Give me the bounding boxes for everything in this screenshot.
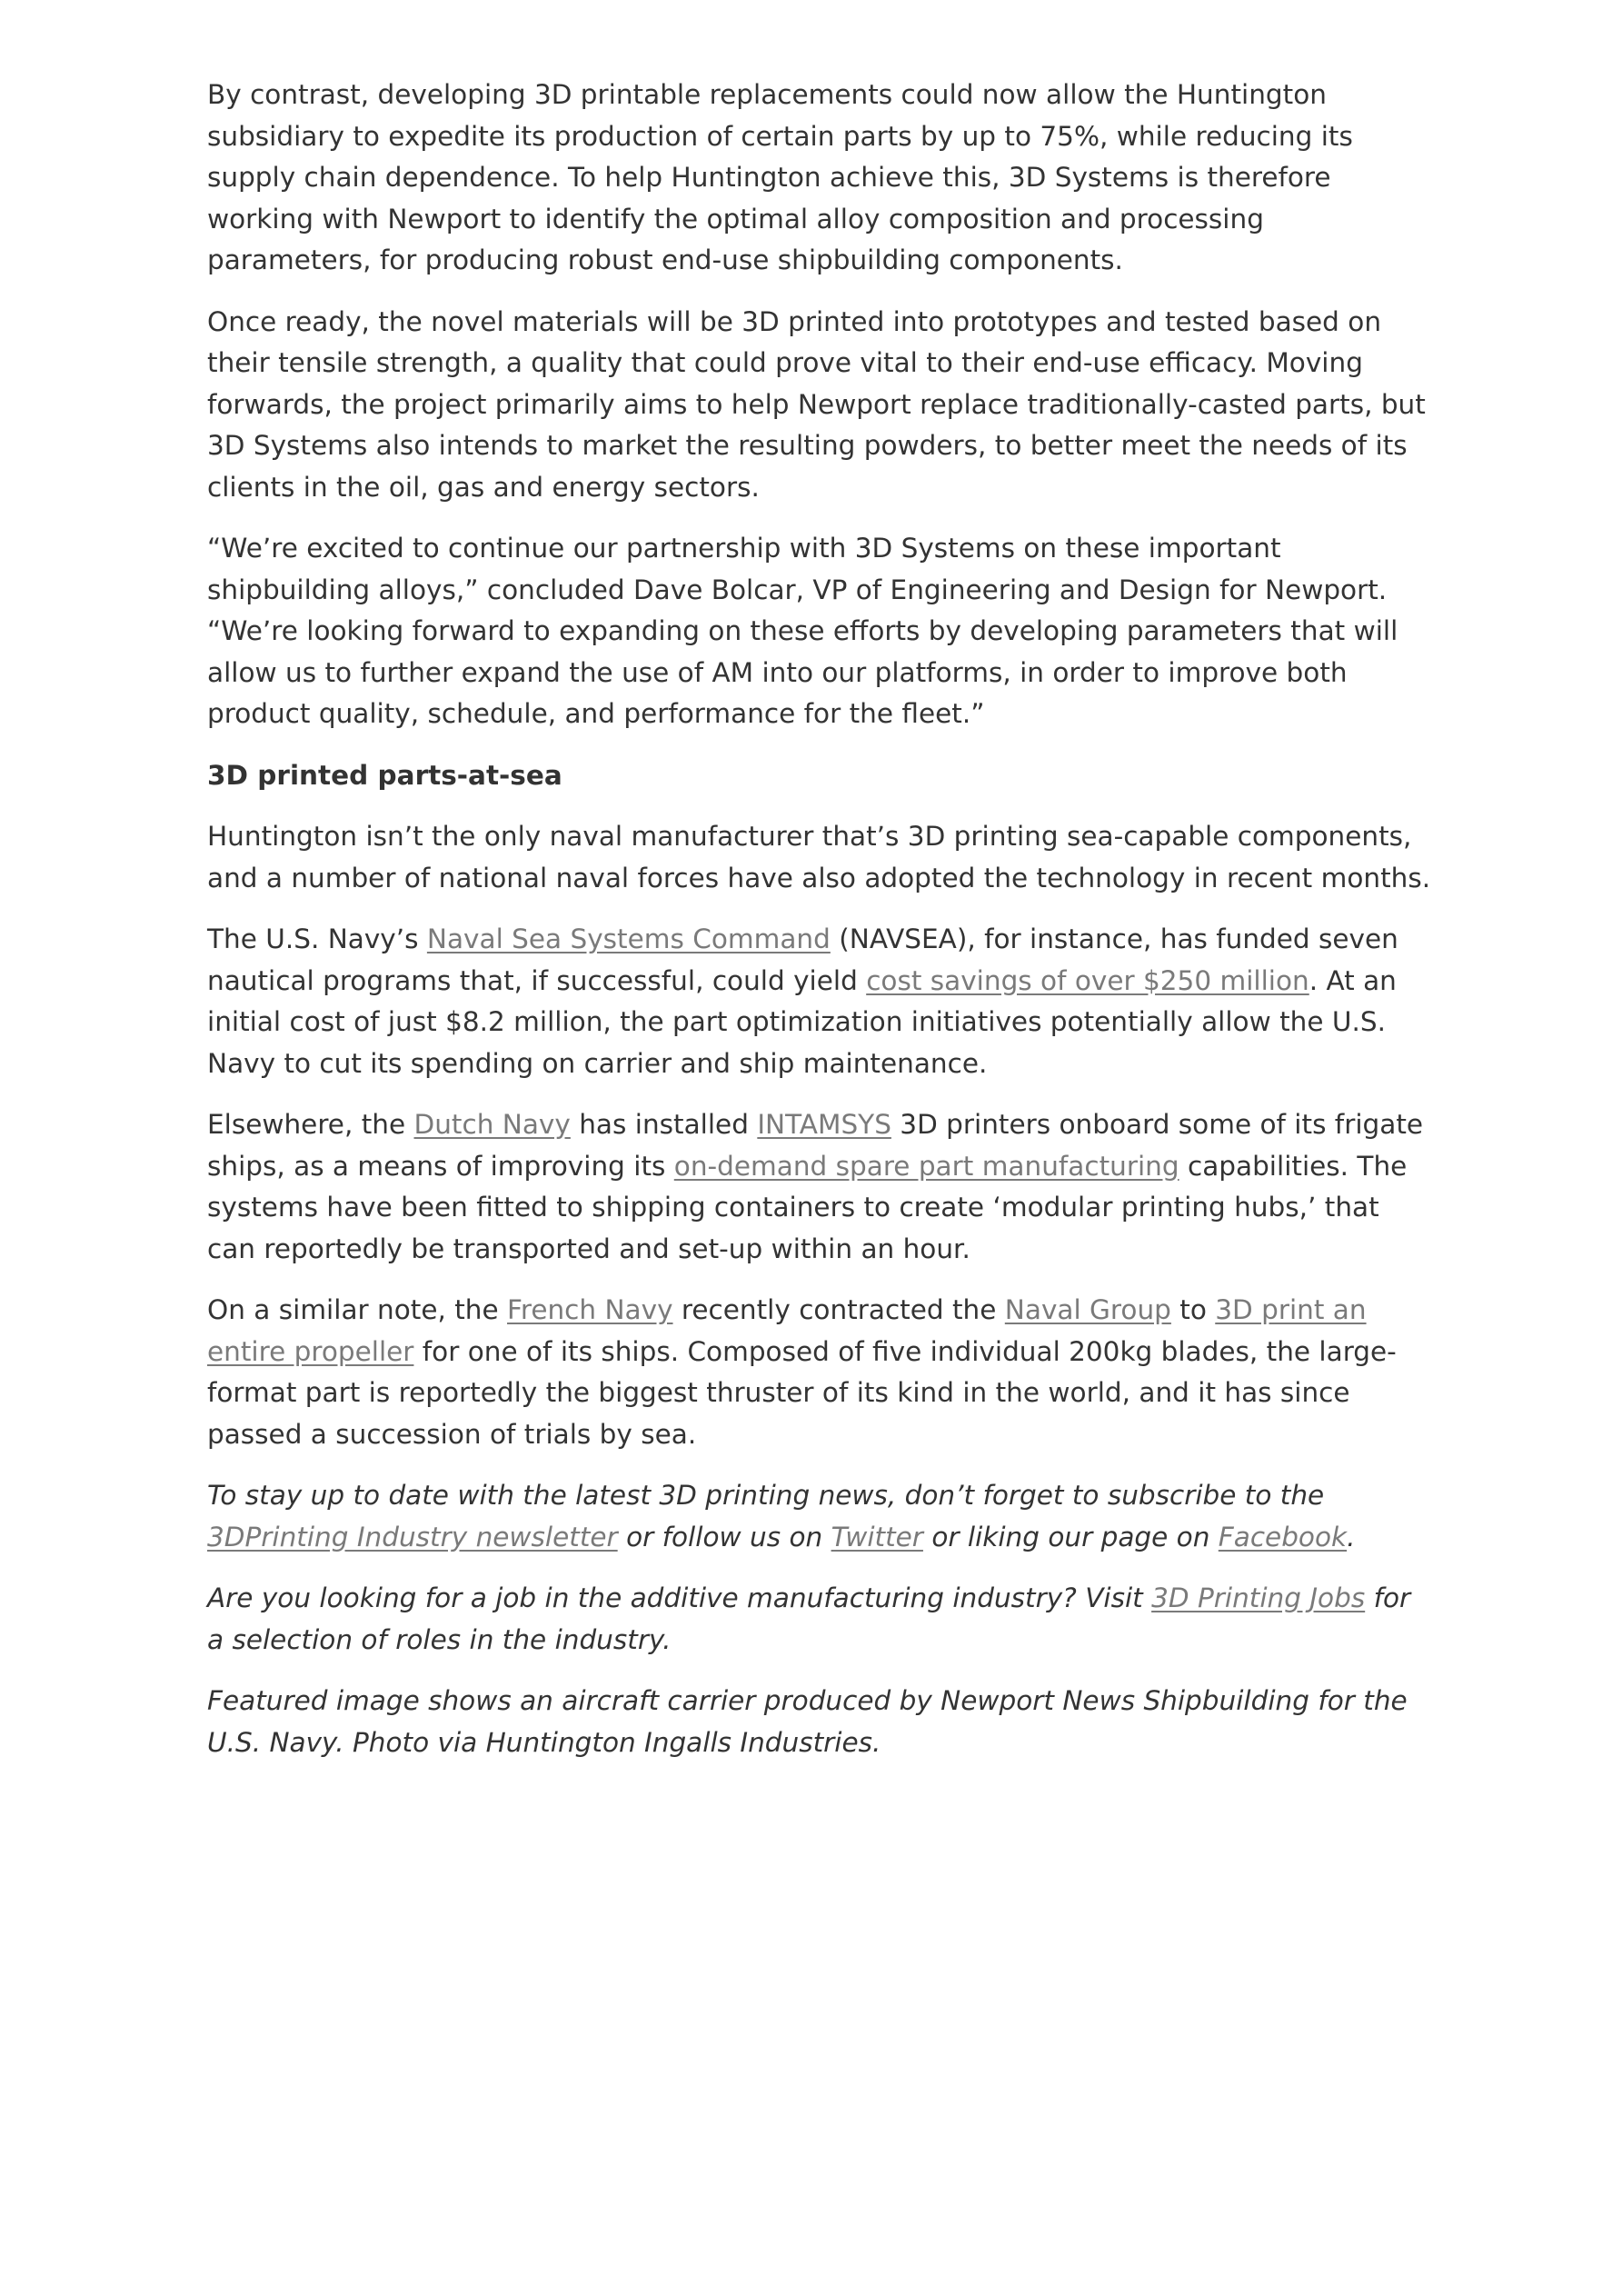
link-twitter[interactable]: Twitter bbox=[831, 1521, 923, 1552]
paragraph-jobs bbox=[207, 1578, 1434, 1661]
paragraph-subscribe bbox=[207, 1475, 1434, 1558]
link-facebook[interactable]: Facebook bbox=[1218, 1521, 1348, 1552]
link-french-navy[interactable]: French Navy bbox=[507, 1294, 673, 1325]
section-heading: 3D printed parts-at-sea bbox=[207, 759, 562, 791]
link-dutch-navy[interactable]: Dutch Navy bbox=[413, 1109, 571, 1140]
text-segment: has installed bbox=[570, 1109, 758, 1140]
text-segment: capabilities. The systems have been fitted to shipping containers to create ‘modular printing hubs,’ that can reportedly be transported and set-up within an hour. bbox=[207, 1150, 1408, 1264]
text-segment: The U.S. Navy’s bbox=[207, 923, 427, 954]
link-intamsys[interactable]: INTAMSYS bbox=[757, 1109, 891, 1140]
text-segment: Elsewhere, the bbox=[207, 1109, 414, 1140]
link-cost-savings[interactable]: cost savings of over $250 million bbox=[866, 964, 1309, 996]
text-segment: for a selection of roles in the industry. bbox=[207, 1582, 1411, 1655]
link-on-demand-spare-part[interactable]: on-demand spare part manufacturing bbox=[673, 1150, 1179, 1182]
link-3d-printing-jobs[interactable]: 3D Printing Jobs bbox=[1151, 1582, 1366, 1613]
text-segment: or follow us on bbox=[617, 1521, 831, 1552]
text-segment: . bbox=[1347, 1521, 1356, 1552]
text-segment: . At an initial cost of just $8.2 million, the part optimization initiatives potentially allow the U.S. Navy to cut its spending on carrier and ship maintenance. bbox=[207, 964, 1397, 1079]
link-newsletter[interactable]: 3DPrinting Industry newsletter bbox=[207, 1521, 618, 1552]
paragraph-featured-image-caption: Featured image shows an aircraft carrier produced by Newport News Shipbuilding for the U.S. Navy. Photo via Huntington Ingalls Industries. bbox=[207, 1685, 1408, 1758]
paragraph-quote: “We’re excited to continue our partnership with 3D Systems on these important shipbuilding alloys,” concluded Dave Bolcar, VP of Engineering and Design for Newport. “We’re looking forward to expanding on these efforts by developing parameters that will allow us to further expand the use of AM into our platforms, in order to improve both product quality, schedule, and performance for the fleet.” bbox=[207, 533, 1398, 729]
text-segment: to bbox=[1170, 1294, 1216, 1325]
text-segment: On a similar note, the bbox=[207, 1294, 508, 1325]
paragraph-novel-materials: Once ready, the novel materials will be 3D printed into prototypes and tested based on their tensile strength, a quality that could prove vital to their end-use efficacy. Moving forwards, the project primarily aims to help Newport replace traditionally-casted parts, but 3D Systems also intends to market the resulting powders, to better meet the needs of its clients in the oil, gas and energy sectors. bbox=[207, 305, 1426, 503]
link-3d-print-propeller[interactable]: 3D print an entire propeller bbox=[207, 1294, 1367, 1367]
paragraph-supply-chain: By contrast, developing 3D printable replacements could now allow the Huntington subsidiary to expedite its production of certain parts by up to 75%, while reducing its supply chain dependence. To help Huntington achieve this, 3D Systems is therefore working with Newport to identify the optimal alloy composition and processing parameters, for producing robust end-use shipbuilding components. bbox=[207, 79, 1353, 275]
article-body bbox=[207, 75, 1434, 1783]
link-naval-sea-systems-command[interactable]: Naval Sea Systems Command bbox=[426, 923, 831, 954]
text-segment: (NAVSEA), for instance, has funded seven nautical programs that, if successful, could yield bbox=[207, 923, 1398, 996]
text-segment: recently contracted the bbox=[672, 1294, 1005, 1325]
text-segment: for one of its ships. Composed of five individual 200kg blades, the large-format part is reportedly the biggest thruster of its kind in the world, and it has since passed a succession of trials by sea. bbox=[207, 1335, 1397, 1450]
link-naval-group[interactable]: Naval Group bbox=[1004, 1294, 1171, 1325]
text-segment: or liking our page on bbox=[922, 1521, 1219, 1552]
text-segment: 3D printers onboard some of its frigate ships, as a means of improving its bbox=[207, 1109, 1424, 1182]
text-segment: Are you looking for a job in the additive manufacturing industry? Visit bbox=[207, 1582, 1152, 1613]
paragraph-navsea bbox=[207, 919, 1434, 1084]
text-segment: To stay up to date with the latest 3D printing news, don’t forget to subscribe to the bbox=[207, 1480, 1325, 1511]
paragraph-french-navy bbox=[207, 1290, 1434, 1455]
paragraph-dutch-navy bbox=[207, 1104, 1434, 1270]
paragraph-naval-intro: Huntington isn’t the only naval manufacturer that’s 3D printing sea-capable components, and a number of national naval forces have also adopted the technology in recent months. bbox=[207, 821, 1431, 893]
